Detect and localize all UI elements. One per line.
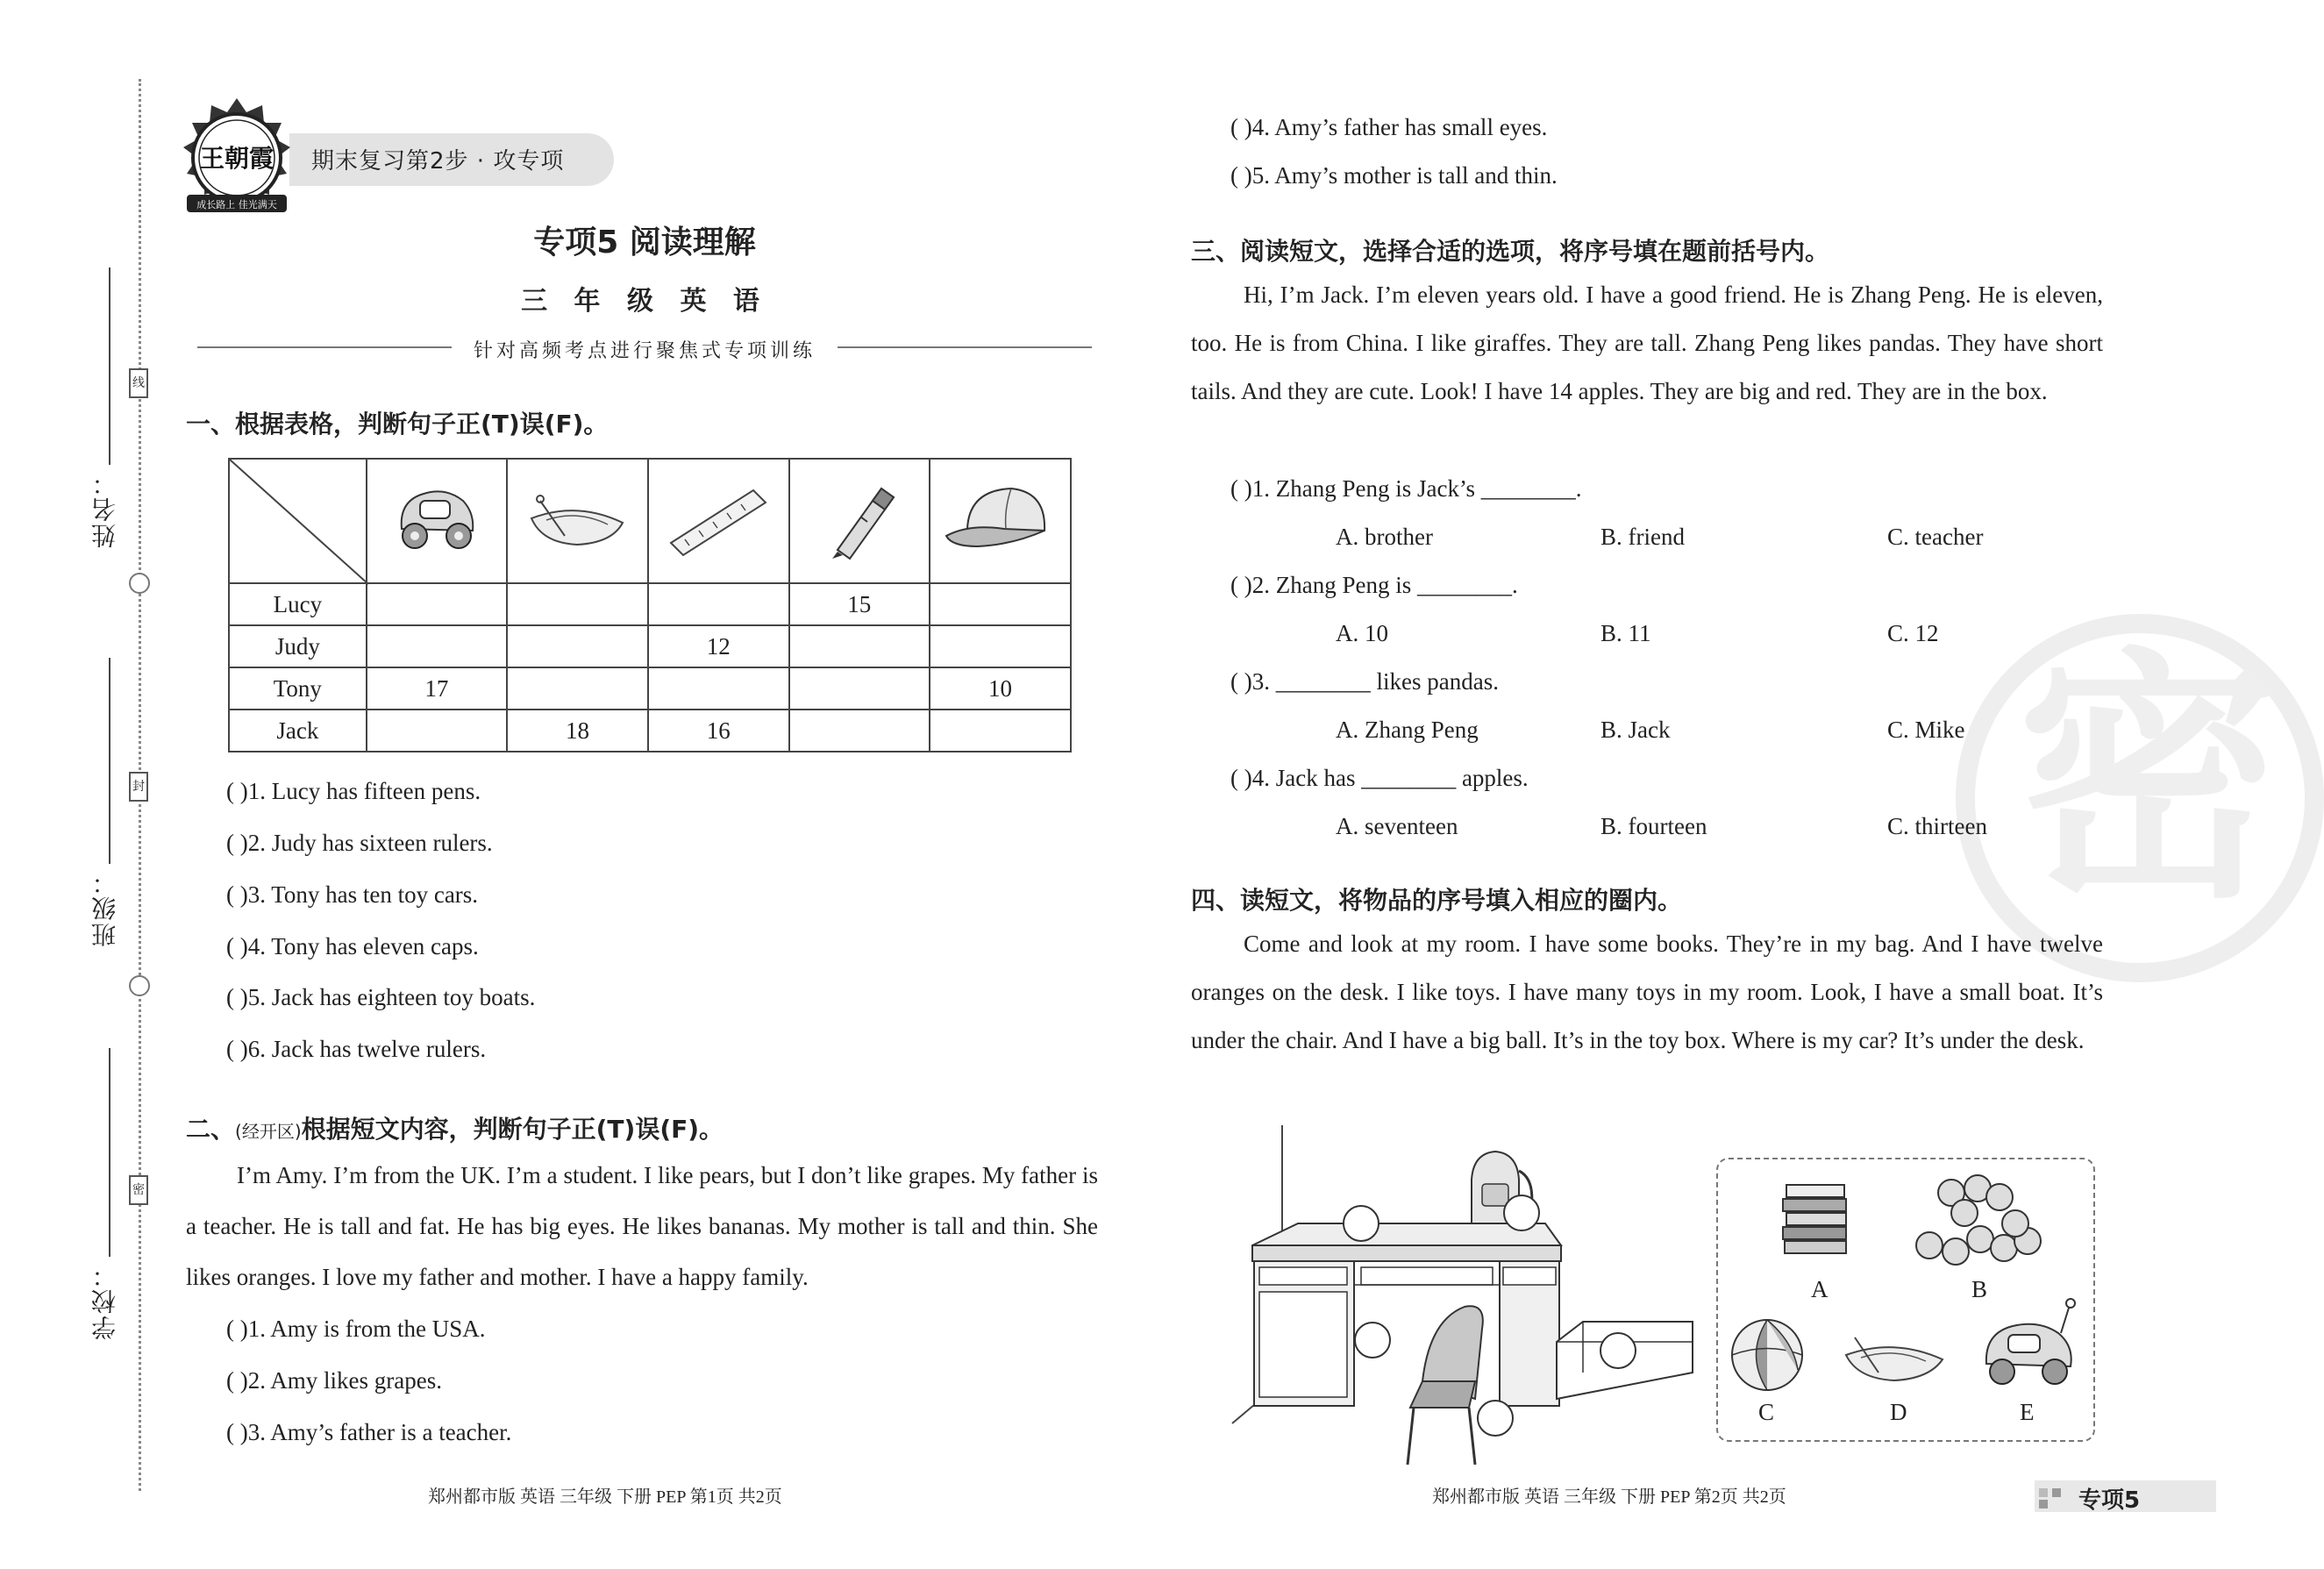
section4-passage: Come and look at my room. I have some books. They’re in my bag. And I have twelve oranges on the desk. I like toys. I have many toys in my room. Look, I have a small boat. It’s under the chair. And I have a big ball. It’s in the toy box. Where is my car? It’s under the desk. [1191,931,2103,1053]
section2-heading-text: 根据短文内容，判断句子正(T)误(F)。 [301,1115,724,1144]
table-cell [507,583,648,625]
table-header-row [229,459,1071,583]
section1-item-4: ( )4. Tony has eleven caps. [226,933,479,959]
section3-q2-option-c: C. 12 [1887,620,1939,646]
table-cell [367,625,507,667]
table-cell [367,710,507,752]
table-header-ruler [648,459,789,583]
table-cell [507,625,648,667]
section3-question-2: ( )2. Zhang Peng is ________. [1230,572,1518,598]
section2-heading-prefix: 二、 [186,1115,236,1144]
table-row [229,710,1071,752]
banner-text: 期末复习第2步 · 攻专项 [311,148,565,175]
table-cell [648,583,789,625]
binding-mark-mi: 密 [129,1175,148,1205]
table-cell: 10 [930,667,1071,710]
footer-right: 郑州都市版 英语 三年级 下册 PEP 第2页 共2页 [1432,1487,1786,1507]
page-title: 专项5 阅读理解 [533,225,756,260]
table-cell: 15 [789,583,930,625]
section3-q3-option-c: C. Mike [1887,717,1965,743]
table-header-cap [930,459,1071,583]
table-cell: 12 [648,625,789,667]
desk [1252,1223,1561,1406]
pen-icon [811,474,908,562]
toy-car-icon [1978,1298,2083,1394]
logo-slogan-text: 成长路上 佳光满天 [196,199,277,210]
section1-item-1: ( )1. Lucy has fifteen pens. [226,778,481,804]
brand-logo [171,96,303,219]
answer-circle-under-desk[interactable] [1355,1323,1390,1358]
cap-icon [943,474,1057,562]
section3-q1-option-b: B. friend [1600,524,1685,550]
option-label-a: A [1811,1276,1829,1302]
section2-item-3: ( )3. Amy’s father is a teacher. [226,1419,512,1445]
data-table [228,458,1072,752]
section1-item-2: ( )2. Judy has sixteen rulers. [226,830,493,856]
table-header-car [367,459,507,583]
table-cell [789,710,930,752]
binding-hole [129,975,150,996]
table-cell [789,667,930,710]
section3-q1-option-c: C. teacher [1887,524,1984,550]
section3-question-1: ( )1. Zhang Peng is Jack’s ________. [1230,475,1582,502]
section3-q3-option-a: A. Zhang Peng [1336,717,1479,743]
answer-circle-desk[interactable] [1344,1206,1379,1241]
footer-left: 郑州都市版 英语 三年级 下册 PEP 第1页 共2页 [428,1487,782,1507]
footer-square [2039,1488,2048,1497]
section2-item-4: ( )4. Amy’s father has small eyes. [1230,114,1548,140]
table-cell: 17 [367,667,507,710]
binding-hole [129,573,150,594]
section3-q2-option-a: A. 10 [1336,620,1388,646]
section2-region-tag: (经开区) [235,1121,302,1142]
footer-square [2052,1488,2061,1497]
footer-tag: 专项5 [2078,1487,2141,1514]
option-label-d: D [1890,1399,1907,1425]
section3-q2-option-b: B. 11 [1600,620,1651,646]
table-row [229,625,1071,667]
section3-question-4: ( )4. Jack has ________ apples. [1230,765,1529,791]
section1-item-3: ( )3. Tony has ten toy cars. [226,881,479,908]
section3-q1-option-a: A. brother [1336,524,1433,550]
ruler-icon [666,474,771,562]
section3-q4-option-c: C. thirteen [1887,813,1987,839]
section2-passage: I’m Amy. I’m from the UK. I’m a student. I like pears, but I don’t like grapes. My father is a teacher. He is tall and fat. He has big eyes. He likes bananas. My mother is tall and thin. She likes oranges. I love my father and mother. I have a happy family. [186,1162,1098,1290]
room-scene [1228,1118,1701,1469]
table-cell: 18 [507,710,648,752]
table-cell [930,583,1071,625]
name-label: 姓名： [90,469,119,548]
section2-item-5: ( )5. Amy’s mother is tall and thin. [1230,162,1558,189]
books-icon [1776,1180,1855,1267]
diagonal-line [230,460,368,584]
table-row-name: Jack [229,710,367,752]
school-label: 学校： [90,1261,119,1340]
section2-item-1: ( )1. Amy is from the USA. [226,1316,486,1342]
table-row-name: Tony [229,667,367,710]
section3-passage: Hi, I’m Jack. I’m eleven years old. I have a good friend. He is Zhang Peng. He is eleven, too. He is from China. I like giraffes. They are tall. Zhang Peng likes pandas. They have short tails. And they are cute. Look! I have 14 apples. They are big and red. They are in the box. [1191,282,2103,404]
section2-item-2: ( )2. Amy likes grapes. [226,1367,442,1394]
table-cell [930,625,1071,667]
section3-question-3: ( )3. ________ likes pandas. [1230,668,1499,695]
table-row [229,583,1071,625]
table-corner-cell [229,459,367,583]
table-header-boat [507,459,648,583]
page-tagline: 针对高频考点进行聚焦式专项训练 [473,340,816,362]
section3-q4-option-b: B. fourteen [1600,813,1707,839]
table-header-pen [789,459,930,583]
section1-heading: 一、根据表格，判断句子正(T)误(F)。 [186,410,609,439]
binding-mark-feng: 封 [129,772,148,802]
table-cell [789,625,930,667]
section4-heading: 四、读短文，将物品的序号填入相应的圈内。 [1191,886,1683,915]
table-cell [648,667,789,710]
binding-mark-xian: 线 [129,368,148,398]
boat-icon [1842,1324,1947,1394]
table-cell [367,583,507,625]
section2-heading [186,1110,724,1145]
watermark-text: 密 [2017,627,2280,933]
footer-square [2039,1500,2048,1508]
table-cell [930,710,1071,752]
table-cell [507,667,648,710]
table-cell: 16 [648,710,789,752]
table-row-name: Lucy [229,583,367,625]
answer-circle-toy-box[interactable] [1600,1333,1636,1368]
class-label: 班级： [90,868,119,947]
toy-car-icon [389,474,485,562]
section3-heading: 三、阅读短文，选择合适的选项，将序号填在题前括号内。 [1191,237,1830,266]
option-label-e: E [2020,1399,2035,1425]
section1-item-6: ( )6. Jack has twelve rulers. [226,1036,487,1062]
option-label-c: C [1758,1399,1775,1425]
section3-q4-option-a: A. seventeen [1336,813,1458,839]
table-row [229,667,1071,710]
ball-icon [1728,1316,1807,1394]
school-field[interactable] [109,1048,110,1257]
oranges-icon [1912,1171,2043,1276]
answer-circle-bag[interactable] [1504,1195,1539,1230]
chair [1408,1306,1483,1465]
title-rule-right [838,346,1092,348]
section3-q3-option-b: B. Jack [1600,717,1671,743]
toy-boat-icon [524,474,630,562]
option-label-b: B [1971,1276,1988,1302]
page-subtitle: 三 年 级 英 语 [521,286,768,317]
answer-circle-under-chair[interactable] [1478,1401,1513,1436]
class-field[interactable] [109,658,110,864]
table-row-name: Judy [229,625,367,667]
logo-brand-text: 王朝霞 [199,144,274,173]
section1-item-5: ( )5. Jack has eighteen toy boats. [226,984,536,1010]
